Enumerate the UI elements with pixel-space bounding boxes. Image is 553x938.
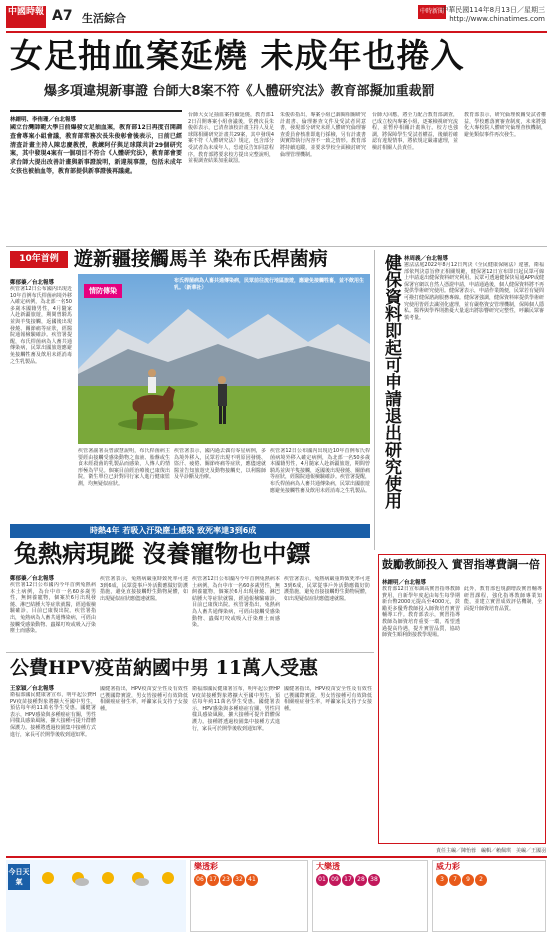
story3-body-4: 疾管署表示，兔熱病嚴重時致死率可達3到6成，民眾從事戶外活動應做好防護措施，避免直接接觸野生動物屍體，如出現疑似症狀應儘速就醫。 (284, 576, 370, 602)
lotto-ball: 41 (246, 874, 258, 886)
mountain-horse-image (78, 274, 370, 444)
lotto-ball: 17 (342, 874, 354, 886)
photo-label: 情防傳染 (84, 284, 122, 298)
lead-col-1: 台師大女足抽血案持續延燒，教育部12日召開專案小組會議後，常務次長朱俊彰表示，已清查該校計畫主持人及足球隊相關研究計畫共29案，其中發現4案不符《人體研究法》規定，包含部分受試者為未成年人，恐違反告知同意程序。教育部將要求校方提出完整說明，並視調查結果加重裁罰。 (188, 112, 274, 165)
story4-author: 王家穎／台北報導 (10, 686, 55, 692)
story2-body-3: 疾管署表示，國內過去偶有零星病例，多為境外移入，民眾若出現不明原因發燒、盜汗、疲倦、關節疼痛等症狀，應儘速就醫並告知旅遊史及動物接觸史，以利醫師及早診斷及治療。 (174, 448, 266, 481)
lotto-ball: 2 (475, 874, 487, 886)
story4-body-4: 國健署指出，HPV疫苗安全性及有效性已獲國際實證，男女皆接種可有效降低相關癌症發生率，呼籲家長支持子女接種。 (284, 686, 372, 712)
site-url[interactable]: http://www.chinatimes.com (449, 15, 545, 23)
issue-date (441, 6, 545, 24)
side-vertical-title: 健保資料即起可申請退出研究使用 (381, 254, 401, 509)
story4-body-2: 國健署指出，HPV疫苗安全性及有效性已獲國際實證，男女皆接種可有效降低相關癌症發生率，呼籲家長支持子女接種。 (100, 686, 188, 712)
story3-body-2: 疾管署表示，兔熱病嚴重時致死率可達3到6成，民眾從事戶外活動應做好防護措施，避免直接接觸野生動物屍體，如出現疑似症狀應儘速就醫。 (100, 576, 188, 602)
story5-headline: 鼓勵教師投入 實習指導費調一倍 (382, 558, 540, 571)
story2-headline: 遊新疆接觸馬羊 染布氏桿菌病 (74, 248, 328, 270)
lead-authors: 林縉明、李侑珊／台北報導 (10, 117, 77, 123)
lotto-box-3 (432, 860, 546, 932)
lotto-ball: 3 (436, 874, 448, 886)
lotto-ball: 7 (449, 874, 461, 886)
story2-tag: 10年首例 (10, 251, 68, 268)
lotto-title-1: 樂透彩 (194, 862, 218, 871)
lotto-ball: 06 (194, 874, 206, 886)
column-divider (374, 250, 375, 550)
brand-badge: 中時新聞網 (418, 5, 446, 19)
lead-subhead: 爆多項違規新事證 台師大8案不符《人體研究法》教育部擬加重裁罰 (44, 84, 435, 99)
lead-intro-box (10, 110, 182, 242)
photo-caption: 布氏桿菌病為人畜共通傳染病，民眾前往流行地區旅遊，應避免接觸牲畜，並不飲用生乳。（新華社） (174, 278, 365, 291)
story2-photo (78, 274, 370, 444)
issue-date-text: 中華民國114年8月13日／星期三 (441, 6, 545, 14)
story5-body: 教育部12日宣布調高實習指導教師費用，自新學年度起由每生每學期新台幣2000元提高至4000元，鼓勵更多優秀教師投入師資培育實習輔導工作。教育部表示，實習指導教師為師資培育重要一環，希望透過提高待遇，提升實習品質，協助師資生順利銜接教學現場。 (382, 586, 460, 639)
side-body: 憲法法庭2022年8月12日判決《全民健康保險法》違憲，衛福部依判決意旨修正相關規範，健保署12日宣布即日起民眾可線上申請退出健保資料研究利用。民眾可透過健保快易通APP或健保署官網以自然人憑證申請，申請通過後，個人健保資料將不再提供學術研究使用。健保署表示，申請作業簡便，民眾若有疑問可撥打健保諮詢服務專線。健保署強調，健保資料庫提供學術研究使用皆經去識別化處理，並有嚴格資安管理機制，保障個人隱私。醫界與學界則擔憂大量退出將影響研究完整性，呼籲民眾審慎考量。 (404, 262, 544, 321)
story5-author: 林縉明／台北報導 (382, 580, 427, 586)
lotto-ball: 38 (368, 874, 380, 886)
credit-line: 責任主編／陳怡蓉 編輯／賴佩琪 美編／王國羽 (435, 848, 546, 854)
lead-col-3: 台師大回應，將全力配合教育部調查，已成立校內專案小組，逐案檢視研究流程，並暫停相關計畫執行。校方也強調，將保障學生受試者權益，後續若確認有違規情事，將依規定嚴肅處理，並檢討相關人員責任。 (372, 112, 458, 151)
story3-headline: 兔熱病現蹤 沒養寵物也中鏢 (14, 539, 311, 568)
story3-kicker: 時熱4年 若吸入汙染塵土感染 致死率達3到6成 (10, 524, 370, 538)
story4-body: 衛福部國民健康署宣布，明年起公費HPV疫苗接種對象將擴大至國中男生，預估每年約11萬名學生受惠。國健署表示，HPV感染與多種癌症有關，男性同樣具感染風險，擴大接種可提升群體保護力。接種將透過校園集中接種方式進行，家長可於開學後收到通知單。 (10, 692, 96, 738)
newspaper-logo: 中國時報 (6, 6, 46, 28)
story2-author: 鄭郁蓁／台北報導 (10, 280, 55, 286)
lotto-box-2 (312, 860, 428, 932)
lotto-ball: 23 (220, 874, 232, 886)
lead-col-2: 朱俊彰指出，專案小組已調閱相關研究計畫書、倫理審查文件及受試者同意書，發現部分研究未經人體研究倫理審查委員會核准即進行採檢，另有計畫書與實際執行內容不一致之情形。教育部將持續追蹤，並要求學校全面檢討研究倫理管理機制。 (280, 112, 366, 158)
lotto-title-3: 威力彩 (436, 862, 460, 871)
lotto-balls-1 (194, 874, 304, 886)
story4-body-3: 衛福部國民健康署宣布，明年起公費HPV疫苗接種對象將擴大至國中男生，預估每年約11萬名學生受惠。國健署表示，HPV感染與多種癌症有關，男性同樣具感染風險，擴大接種可提升群體保護力。接種將透過校園集中接種方式進行，家長可於開學後收到通知單。 (192, 686, 280, 732)
lead-intro: 國立台灣師範大學日前爆發女足抽血案，教育部12日再度召開調查會專案小組會議，教育部常務次長朱俊彰會後表示，日前已經清查計畫主持人陳忠慶教授，教練阿仔與足球隊共計29個研究案，其中發現4案有一個項目不符合《人體研究法》，教育部會要求台師大提出改善計畫與新事證說明，新違規事證，包括未成年女孩也被抽血等，教育部提供新事證後再議處。 (10, 124, 182, 175)
story3-author: 鄭郁蓁／台北報導 (10, 576, 55, 582)
weather-label: 今日天氣 (8, 864, 30, 890)
lead-headline: 女足抽血案延燒 未成年也捲入 (10, 36, 465, 75)
weather-icons (36, 866, 181, 906)
divider (6, 246, 547, 247)
lotto-ball: 01 (316, 874, 328, 886)
lotto-box-1 (190, 860, 308, 932)
story2-body: 疾管署12日公布國內出現近10年首例布氏桿菌病境外移入確定病例，為北部一名50多歲本國籍男性，4月隨家人赴新疆旅遊，期間曾騎馬並與羊隻接觸，返國後出現發燒、關節痛等症狀，經醫院通報檢驗確診。疾管署提醒，布氏桿菌病為人畜共通傳染病，民眾出國旅遊應避免接觸牲畜及飲用未經消毒之生乳製品。 (10, 286, 72, 365)
lotto-ball: 17 (207, 874, 219, 886)
footer-rule (6, 856, 547, 858)
story2-body-2: 疾管署副署長曾淑慧說明，布氏桿菌病主要經由接觸受感染動物之血液、胎盤或生食未經殺菌的乳製品而感染，人傳人的情形極為罕見。個案目前經治療後已康復出院，衛生單位已針對同行家人進行健康監測，均無疑似症狀。 (78, 448, 170, 487)
header-rule (6, 31, 547, 33)
lotto-ball: 28 (355, 874, 367, 886)
lotto-ball: 09 (329, 874, 341, 886)
story4-headline: 公費HPV疫苗納國中男 11萬人受惠 (10, 657, 319, 679)
story3-body-3: 疾管署12日公布國內今年首例兔熱病本土病例，為台中市一名60多歲男性，無飼養寵物，個案於6月出現發燒、淋巴結腫大等症狀就醫，經通報檢驗確診，目前已康復出院。疾管署指出，兔熱病為人畜共通傳染病，可經由接觸受感染動物、蟲媒叮咬或吸入汙染塵土而感染。 (192, 576, 280, 629)
divider (6, 652, 374, 653)
side-author: 林周義／台北報導 (404, 256, 449, 262)
story5-body-2: 此外，教育部也規劃增設實習輔導研習課程，強化指導教師專業知能，並建立實習成效評估機制，全面提升師資培育品質。 (464, 586, 542, 612)
page-number: A7 (52, 8, 73, 24)
lotto-title-2: 大樂透 (316, 862, 340, 871)
story3-body: 疾管署12日公布國內今年首例兔熱病本土病例，為台中市一名60多歲男性，無飼養寵物，個案於6月出現發燒、淋巴結腫大等症狀就醫，經通報檢驗確診，目前已康復出院。疾管署指出，兔熱病為人畜共通傳染病，可經由接觸受感染動物、蟲媒叮咬或吸入汙染塵土而感染。 (10, 582, 96, 635)
lotto-ball: 9 (462, 874, 474, 886)
story2-body-4: 疾管署12日公布國內出現近10年首例布氏桿菌病境外移入確定病例，為北部一名50多歲本國籍男性，4月隨家人赴新疆旅遊，期間曾騎馬並與羊隻接觸，返國後出現發燒、關節痛等症狀，經醫院通報檢驗確診。疾管署提醒，布氏桿菌病為人畜共通傳染病，民眾出國旅遊應避免接觸牲畜及飲用未經消毒之生乳製品。 (270, 448, 370, 494)
lotto-balls-2 (316, 874, 424, 886)
weather-box (6, 860, 186, 932)
section-name: 生活綜合 (82, 12, 126, 25)
lotto-ball: 32 (233, 874, 245, 886)
lead-col-4: 教育部表示，研究倫理攸關受試者權益，學校應落實審查制度，未來將強化大專校院人體研究倫理查核機制，避免類似事件再次發生。 (464, 112, 546, 138)
lotto-balls-3 (436, 874, 542, 886)
